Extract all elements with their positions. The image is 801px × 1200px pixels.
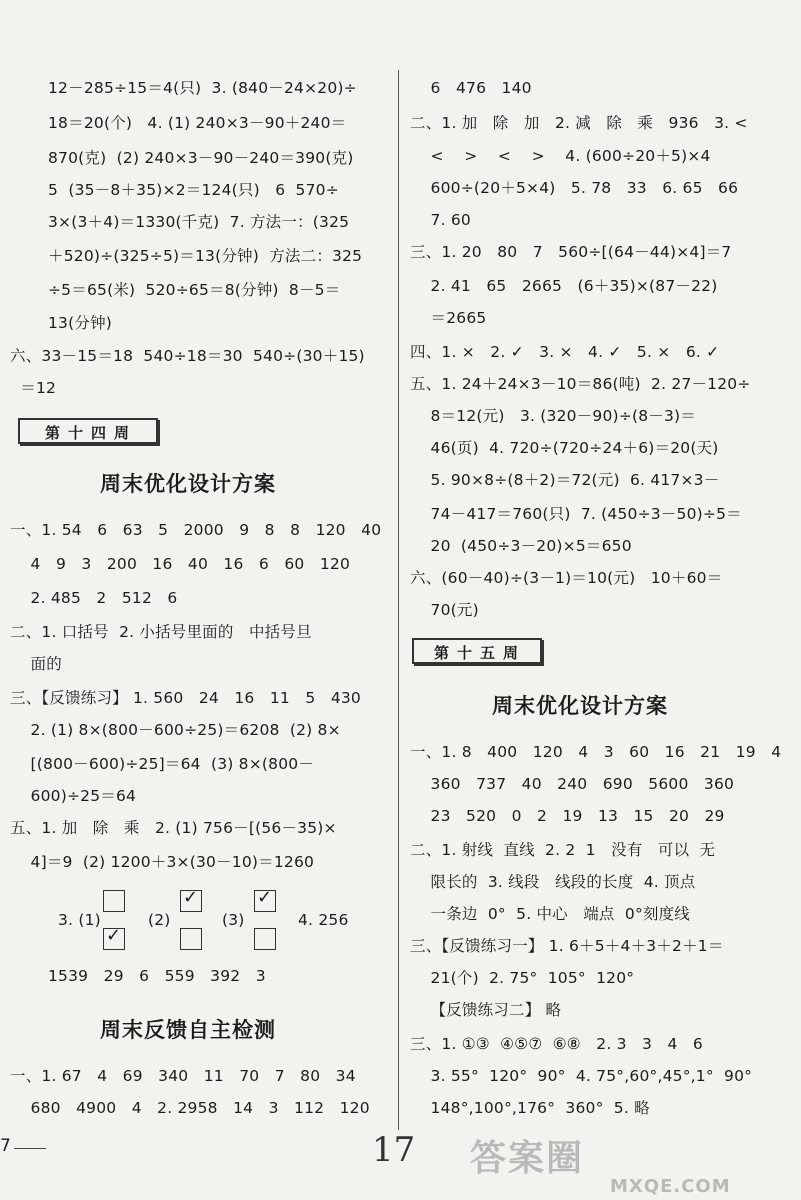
answer-line: 12－285÷15＝4(只) 3. (840－24×20)÷: [48, 79, 357, 97]
answer-line: 面的: [10, 655, 62, 673]
answer-line: 六、33－15＝18 540÷18＝30 540÷(30＋15): [10, 347, 365, 365]
answer-line: 13(分钟): [48, 314, 113, 332]
answer-line: 7. 60: [410, 211, 471, 229]
answer-line: 2. 485 2 512 6: [10, 589, 178, 607]
section-heading: 周末优化设计方案: [100, 472, 276, 496]
answer-line: 3. 55° 120° 90° 4. 75°,60°,45°,1° 90°: [410, 1067, 753, 1085]
answer-line: 5 (35－8＋35)×2＝124(只) 6 570÷: [48, 181, 339, 199]
answer-line: 18＝20(个) 4. (1) 240×3－90＋240＝: [48, 114, 347, 132]
answer-line: 一条边 0° 5. 中心 端点 0°刻度线: [410, 905, 690, 923]
answer-line: ＝2665: [410, 309, 487, 327]
checkbox-3b: [254, 928, 276, 950]
answer-line: 二、1. 口括号 2. 小括号里面的 中括号旦: [10, 623, 312, 641]
answer-line: 一、1. 67 4 69 340 11 70 7 80 34: [10, 1067, 356, 1085]
checkbox-3a: [254, 887, 276, 912]
answer-line: 四、1. × 2. ✓ 3. × 4. ✓ 5. × 6. ✓: [410, 343, 720, 361]
answer-line: 二、1. 加 除 加 2. 减 除 乘 936 3. <: [410, 114, 748, 132]
answer-line: 600÷(20＋5×4) 5. 78 33 6. 65 66: [410, 179, 739, 197]
answer-line: 148°,100°,176° 360° 5. 略: [410, 1099, 650, 1117]
answer-line: 70(元): [410, 601, 479, 619]
week-label: 第十四周: [18, 418, 158, 444]
question-3-part2-label: (2): [148, 911, 171, 929]
answer-line: 6 476 140: [410, 79, 532, 97]
week-label: 第十五周: [412, 638, 542, 664]
answer-line: 46(页) 4. 720÷(720÷24＋6)＝20(天): [410, 439, 719, 457]
answer-line: 600)÷25＝64: [10, 787, 137, 805]
check-mark-icon: ✓: [257, 887, 273, 908]
answer-line: ÷5＝65(米) 520÷65＝8(分钟) 8－5＝: [48, 281, 341, 299]
answer-line: 六、(60－40)÷(3－1)＝10(元) 10＋60＝: [410, 569, 723, 587]
answer-line: 74－417＝760(只) 7. (450÷3－50)÷5＝: [410, 505, 742, 523]
page-number-rule: [14, 1148, 46, 1149]
answer-line: 一、1. 8 400 120 4 3 60 16 21 19 4: [410, 743, 782, 761]
answer-line: 【反馈练习二】 略: [410, 1001, 562, 1019]
answer-line: 三、1. ①③ ④⑤⑦ ⑥⑧ 2. 3 3 4 6: [410, 1035, 703, 1053]
answer-line: 870(克) (2) 240×3－90－240＝390(克): [48, 149, 354, 167]
section-heading: 周末反馈自主检测: [100, 1018, 276, 1042]
question-4-answer: 4. 256: [298, 911, 349, 929]
answer-line: 1539 29 6 559 392 3: [48, 967, 266, 985]
answer-line: 三、【反馈练习一】 1. 6＋5＋4＋3＋2＋1＝: [410, 937, 724, 955]
column-divider: [398, 70, 399, 1130]
page-number: 7: [0, 1136, 11, 1156]
answer-line: 5. 90×8÷(8＋2)＝72(元) 6. 417×3－: [410, 471, 720, 489]
answer-line: 4]＝9 (2) 1200＋3×(30－10)＝1260: [10, 853, 315, 871]
question-3-part3-label: (3): [222, 911, 245, 929]
answer-line: 三、1. 20 80 7 560÷[(64－44)×4]＝7: [410, 243, 732, 261]
checkbox-2b: [180, 928, 202, 950]
answer-line: ＋520)÷(325÷5)＝13(分钟) 方法二：325: [48, 247, 363, 265]
answer-line: 2. 41 65 2665 (6＋35)×(87－22): [410, 277, 718, 295]
checkbox-2a: [180, 887, 202, 912]
watermark-logo: 答案圈: [470, 1138, 585, 1179]
check-mark-icon: ✓: [106, 925, 122, 946]
answer-line: 23 520 0 2 19 13 15 20 29: [410, 807, 725, 825]
check-mark-icon: ✓: [183, 887, 199, 908]
answer-line: 21(个) 2. 75° 105° 120°: [410, 969, 635, 987]
answer-line: [(800－600)÷25]＝64 (3) 8×(800－: [10, 755, 315, 773]
answer-line: 2. (1) 8×(800－600÷25)＝6208 (2) 8×: [10, 721, 341, 739]
answer-line: ＝12: [10, 379, 57, 397]
handwritten-note: 17: [372, 1130, 416, 1170]
checkbox-1b: [103, 925, 125, 950]
answer-line: 二、1. 射线 直线 2. 2 1 没有 可以 无: [410, 841, 716, 859]
answer-line: 360 737 40 240 690 5600 360: [410, 775, 735, 793]
answer-line: 三、【反馈练习】 1. 560 24 16 11 5 430: [10, 689, 361, 707]
answer-line: 一、1. 54 6 63 5 2000 9 8 8 120 40: [10, 521, 382, 539]
answer-line: 五、1. 加 除 乘 2. (1) 756－[(56－35)×: [10, 819, 337, 837]
answer-line: 限长的 3. 线段 线段的长度 4. 顶点: [410, 873, 696, 891]
question-3-label: 3. (1): [58, 911, 101, 929]
answer-line: 680 4900 4 2. 2958 14 3 112 120: [10, 1099, 370, 1117]
watermark-url: MXQE.COM: [610, 1176, 731, 1197]
section-heading: 周末优化设计方案: [492, 694, 668, 718]
checkbox-1a: [103, 890, 125, 912]
answer-line: 8＝12(元) 3. (320－90)÷(8－3)＝: [410, 407, 696, 425]
answer-line: < > < > 4. (600÷20＋5)×4: [410, 147, 711, 165]
answer-line: 20 (450÷3－20)×5＝650: [410, 537, 632, 555]
answer-line: 3×(3＋4)＝1330(千克) 7. 方法一：(325: [48, 213, 350, 231]
answer-line: 4 9 3 200 16 40 16 6 60 120: [10, 555, 351, 573]
answer-line: 五、1. 24＋24×3－10＝86(吨) 2. 27－120÷: [410, 375, 751, 393]
